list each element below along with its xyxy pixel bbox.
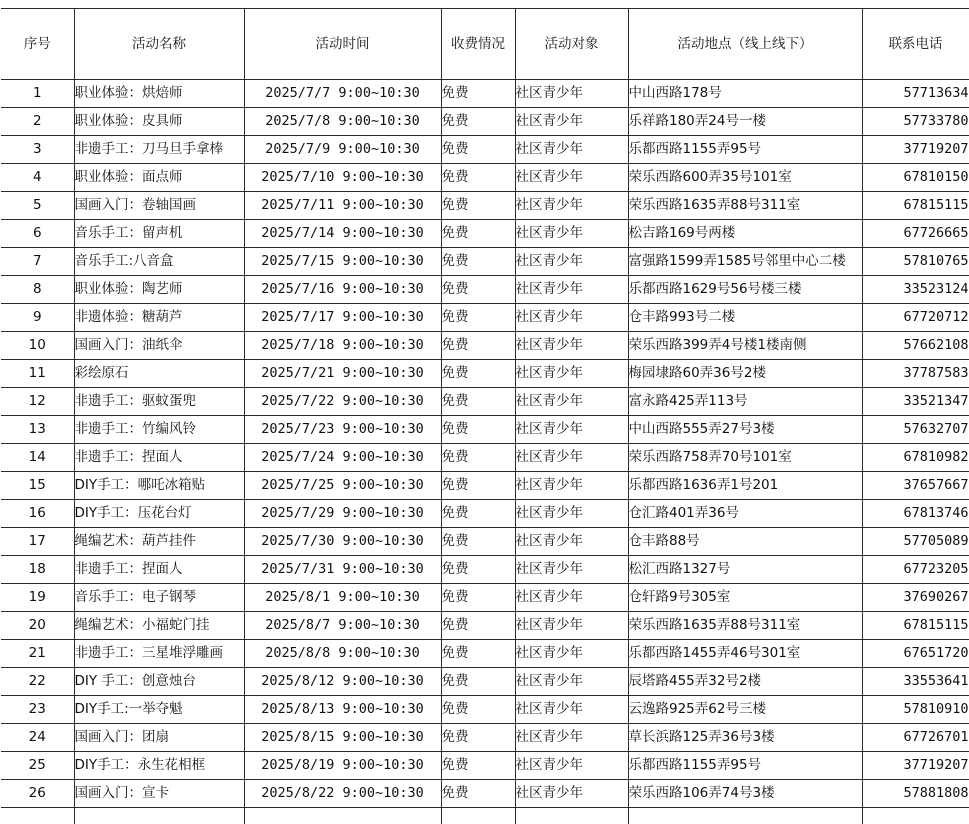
cell-activity-time[interactable]: 2025/7/25 9:00~10:30 bbox=[244, 472, 441, 500]
cell-activity-name[interactable]: DIY手工：压花台灯 bbox=[74, 500, 244, 528]
header-row bbox=[1, 9, 969, 80]
cell-target[interactable]: 社区青少年 bbox=[515, 416, 628, 444]
cell-target[interactable]: 社区青少年 bbox=[515, 136, 628, 164]
cell-activity-time[interactable]: 2025/8/22 9:00~10:30 bbox=[244, 780, 441, 808]
cell-target[interactable]: 社区青少年 bbox=[515, 724, 628, 752]
cell-target[interactable]: 社区青少年 bbox=[515, 584, 628, 612]
table-row bbox=[1, 444, 969, 472]
cell-target[interactable]: 社区青少年 bbox=[515, 192, 628, 220]
cell-fee[interactable]: 免费 bbox=[441, 780, 515, 808]
cell-target[interactable]: 社区青少年 bbox=[515, 332, 628, 360]
cell-no[interactable]: 5 bbox=[1, 192, 74, 220]
table-row bbox=[1, 304, 969, 332]
cell-phone[interactable]: 57705089 bbox=[862, 528, 969, 556]
cell-target[interactable]: 社区青少年 bbox=[515, 612, 628, 640]
table-body bbox=[1, 80, 969, 824]
cell-target[interactable]: 社区青少年 bbox=[515, 472, 628, 500]
cell-phone[interactable]: 57632707 bbox=[862, 416, 969, 444]
cell-place[interactable]: 荣乐西路399弄4号楼1楼南侧 bbox=[628, 332, 862, 360]
cell-activity-time[interactable]: 2025/7/8 9:00~10:30 bbox=[244, 108, 441, 136]
cell-no[interactable]: 12 bbox=[1, 388, 74, 416]
cell-place[interactable]: 荣乐西路600弄35号101室 bbox=[628, 164, 862, 192]
cell-activity-name[interactable]: 音乐手工：留声机 bbox=[74, 220, 244, 248]
table-row bbox=[1, 696, 969, 724]
cell-no[interactable]: 22 bbox=[1, 668, 74, 696]
cell-place[interactable]: 富强路1599弄1585号邻里中心二楼 bbox=[628, 248, 862, 276]
cell-target[interactable]: 社区青少年 bbox=[515, 276, 628, 304]
cell-activity-name[interactable]: 职业体验：面点师 bbox=[74, 164, 244, 192]
cell-fee[interactable]: 免费 bbox=[441, 164, 515, 192]
cell-place[interactable]: 乐都西路1455弄46号301室 bbox=[628, 640, 862, 668]
cell-activity-time[interactable]: 2025/7/30 9:00~10:30 bbox=[244, 528, 441, 556]
cell-fee[interactable]: 免费 bbox=[441, 332, 515, 360]
cell-place[interactable]: 仓汇路401弄36号 bbox=[628, 500, 862, 528]
cell-activity-time[interactable]: 2025/7/15 9:00~10:30 bbox=[244, 248, 441, 276]
cell-fee[interactable]: 免费 bbox=[441, 500, 515, 528]
cell-place[interactable]: 仓丰路88号 bbox=[628, 528, 862, 556]
cell-phone[interactable]: 67726665 bbox=[862, 220, 969, 248]
cell-no[interactable]: 6 bbox=[1, 220, 74, 248]
cell-phone[interactable]: 67726701 bbox=[862, 724, 969, 752]
cell-no[interactable]: 23 bbox=[1, 696, 74, 724]
cell-no[interactable]: 10 bbox=[1, 332, 74, 360]
cell-activity-time[interactable]: 2025/7/9 9:00~10:30 bbox=[244, 136, 441, 164]
table-row bbox=[1, 472, 969, 500]
cell-activity-name[interactable]: 职业体验：皮具师 bbox=[74, 108, 244, 136]
cell-place[interactable]: 富永路425弄113号 bbox=[628, 388, 862, 416]
cell-fee[interactable]: 免费 bbox=[441, 444, 515, 472]
cell-phone[interactable]: 37690267 bbox=[862, 584, 969, 612]
header-place[interactable]: 活动地点（线上线下） bbox=[628, 9, 862, 80]
cell-activity-time[interactable]: 2025/8/1 9:00~10:30 bbox=[244, 584, 441, 612]
cell-activity-time[interactable]: 2025/7/7 9:00~10:30 bbox=[244, 80, 441, 108]
cell-target[interactable]: 社区青少年 bbox=[515, 500, 628, 528]
cell-activity-time[interactable]: 2025/7/10 9:00~10:30 bbox=[244, 164, 441, 192]
cell-fee[interactable]: 免费 bbox=[441, 584, 515, 612]
cell-activity-time[interactable]: 2025/7/23 9:00~10:30 bbox=[244, 416, 441, 444]
cell-phone[interactable]: 57881808 bbox=[862, 780, 969, 808]
cell-activity-name[interactable]: 非遗体验：糖葫芦 bbox=[74, 304, 244, 332]
header-target[interactable]: 活动对象 bbox=[515, 9, 628, 80]
cell-fee[interactable]: 免费 bbox=[441, 80, 515, 108]
cell-place[interactable]: 中山西路555弄27号3楼 bbox=[628, 416, 862, 444]
cell-activity-name[interactable]: 绳编艺术：葫芦挂件 bbox=[74, 528, 244, 556]
cell-activity-name[interactable]: 非遗手工：捏面人 bbox=[74, 444, 244, 472]
cell-fee[interactable]: 免费 bbox=[441, 220, 515, 248]
table-row bbox=[1, 108, 969, 136]
cell-target[interactable]: 社区青少年 bbox=[515, 304, 628, 332]
cell-phone[interactable]: 37719207 bbox=[862, 752, 969, 780]
cell-no[interactable]: 17 bbox=[1, 528, 74, 556]
cell-place[interactable]: 荣乐西路1635弄88号311室 bbox=[628, 192, 862, 220]
cell-fee[interactable]: 免费 bbox=[441, 304, 515, 332]
header-fee[interactable]: 收费情况 bbox=[441, 9, 515, 80]
cell-place[interactable]: 荣乐西路106弄74号3楼 bbox=[628, 780, 862, 808]
cell-activity-name[interactable]: 非遗手工：三星堆浮雕画 bbox=[74, 640, 244, 668]
cell-no[interactable]: 24 bbox=[1, 724, 74, 752]
cell-place[interactable]: 辰塔路455弄32号2楼 bbox=[628, 668, 862, 696]
cell-fee[interactable]: 免费 bbox=[441, 416, 515, 444]
cell-fee[interactable]: 免费 bbox=[441, 108, 515, 136]
table-row bbox=[1, 220, 969, 248]
cell-place[interactable]: 云逸路925弄62号三楼 bbox=[628, 696, 862, 724]
table-row bbox=[1, 248, 969, 276]
table-row bbox=[1, 388, 969, 416]
cell-phone[interactable]: 37719207 bbox=[862, 136, 969, 164]
cell-no[interactable]: 8 bbox=[1, 276, 74, 304]
cell-target[interactable]: 社区青少年 bbox=[515, 248, 628, 276]
cell-fee[interactable]: 免费 bbox=[441, 360, 515, 388]
cell-target[interactable]: 社区青少年 bbox=[515, 360, 628, 388]
cell-target[interactable]: 社区青少年 bbox=[515, 388, 628, 416]
header-phone[interactable]: 联系电话 bbox=[862, 9, 969, 80]
cell-phone[interactable]: 67815115 bbox=[862, 612, 969, 640]
cell-activity-name[interactable]: 音乐手工：电子钢琴 bbox=[74, 584, 244, 612]
cell-activity-time[interactable]: 2025/8/8 9:00~10:30 bbox=[244, 640, 441, 668]
cell-fee[interactable]: 免费 bbox=[441, 752, 515, 780]
cell-activity-name[interactable]: 绳编艺术：小福蛇门挂 bbox=[74, 612, 244, 640]
cell-fee[interactable]: 免费 bbox=[441, 668, 515, 696]
cell-phone[interactable]: 57713634 bbox=[862, 80, 969, 108]
cell-no[interactable]: 25 bbox=[1, 752, 74, 780]
table-row bbox=[1, 360, 969, 388]
cell-activity-name[interactable]: 国画入门：宣卡 bbox=[74, 780, 244, 808]
cell-target[interactable]: 社区青少年 bbox=[515, 668, 628, 696]
table-row bbox=[1, 724, 969, 752]
table-row bbox=[1, 780, 969, 808]
header-name[interactable]: 活动名称 bbox=[74, 9, 244, 80]
table-row bbox=[1, 528, 969, 556]
cell-target[interactable]: 社区青少年 bbox=[515, 780, 628, 808]
cell-activity-time[interactable]: 2025/7/29 9:00~10:30 bbox=[244, 500, 441, 528]
cell-target[interactable]: 社区青少年 bbox=[515, 164, 628, 192]
table-row bbox=[1, 752, 969, 780]
cell-phone[interactable]: 57662108 bbox=[862, 332, 969, 360]
cell-activity-name[interactable]: 国画入门：团扇 bbox=[74, 724, 244, 752]
cell-target[interactable]: 社区青少年 bbox=[515, 220, 628, 248]
cell-activity-time[interactable]: 2025/7/16 9:00~10:30 bbox=[244, 276, 441, 304]
table-row bbox=[1, 136, 969, 164]
table-row bbox=[1, 80, 969, 108]
cell-no[interactable]: 20 bbox=[1, 612, 74, 640]
cell-place[interactable]: 梅园埭路60弄36号2楼 bbox=[628, 360, 862, 388]
cell-phone[interactable]: 67813746 bbox=[862, 500, 969, 528]
activity-table bbox=[1, 8, 969, 824]
cell-activity-time[interactable]: 2025/7/11 9:00~10:30 bbox=[244, 192, 441, 220]
cell-activity-time[interactable]: 2025/7/24 9:00~10:30 bbox=[244, 444, 441, 472]
cell-activity-name[interactable]: DIY 手工：创意烛台 bbox=[74, 668, 244, 696]
table-row bbox=[1, 640, 969, 668]
cell-place[interactable]: 仓轩路9号305室 bbox=[628, 584, 862, 612]
cell-place[interactable]: 乐祥路180弄24号一楼 bbox=[628, 108, 862, 136]
cell-phone[interactable]: 37657667 bbox=[862, 472, 969, 500]
cell-activity-time[interactable]: 2025/8/15 9:00~10:30 bbox=[244, 724, 441, 752]
cell-fee[interactable]: 免费 bbox=[441, 556, 515, 584]
table-row bbox=[1, 416, 969, 444]
cell-no[interactable]: 2 bbox=[1, 108, 74, 136]
table-row bbox=[1, 612, 969, 640]
cell-activity-time[interactable]: 2025/8/13 9:00~10:30 bbox=[244, 696, 441, 724]
cell-no[interactable]: 1 bbox=[1, 80, 74, 108]
cell-place[interactable]: 草长浜路125弄36号3楼 bbox=[628, 724, 862, 752]
cell-fee[interactable]: 免费 bbox=[441, 276, 515, 304]
cell-activity-time[interactable]: 2025/8/7 9:00~10:30 bbox=[244, 612, 441, 640]
table-row bbox=[1, 500, 969, 528]
cell-fee[interactable]: 免费 bbox=[441, 192, 515, 220]
cell-target[interactable]: 社区青少年 bbox=[515, 556, 628, 584]
cell-place[interactable]: 乐都西路1629号56号楼三楼 bbox=[628, 276, 862, 304]
cell-fee[interactable]: 免费 bbox=[441, 248, 515, 276]
cell-activity-name[interactable]: 职业体验：烘焙师 bbox=[74, 80, 244, 108]
header-time[interactable]: 活动时间 bbox=[244, 9, 441, 80]
cell-activity-time[interactable]: 2025/7/14 9:00~10:30 bbox=[244, 220, 441, 248]
cell-phone[interactable]: 57733780 bbox=[862, 108, 969, 136]
cell-phone[interactable]: 67723205 bbox=[862, 556, 969, 584]
cell-no[interactable]: 7 bbox=[1, 248, 74, 276]
table-row bbox=[1, 668, 969, 696]
cell-activity-name[interactable]: DIY手工：哪吒冰箱贴 bbox=[74, 472, 244, 500]
cell-activity-time[interactable]: 2025/7/18 9:00~10:30 bbox=[244, 332, 441, 360]
cell-no[interactable]: 11 bbox=[1, 360, 74, 388]
cell-place[interactable]: 乐都西路1155弄95号 bbox=[628, 136, 862, 164]
cell-target[interactable]: 社区青少年 bbox=[515, 444, 628, 472]
table-row bbox=[1, 276, 969, 304]
cell-place[interactable]: 荣乐西路758弄70号101室 bbox=[628, 444, 862, 472]
cell-target[interactable]: 社区青少年 bbox=[515, 696, 628, 724]
table-row bbox=[1, 584, 969, 612]
table-row bbox=[1, 164, 969, 192]
cell-no[interactable]: 15 bbox=[1, 472, 74, 500]
cell-place[interactable]: 荣乐西路1635弄88号311室 bbox=[628, 612, 862, 640]
cell-target[interactable]: 社区青少年 bbox=[515, 640, 628, 668]
cell-phone[interactable]: 67815115 bbox=[862, 192, 969, 220]
cell-no[interactable]: 13 bbox=[1, 416, 74, 444]
cell-activity-name[interactable]: 国画入门：卷轴国画 bbox=[74, 192, 244, 220]
cell-no[interactable]: 9 bbox=[1, 304, 74, 332]
cell-activity-name[interactable]: 彩绘原石 bbox=[74, 360, 244, 388]
cell-fee[interactable]: 免费 bbox=[441, 696, 515, 724]
cell-place[interactable]: 乐都西路1155弄95号 bbox=[628, 752, 862, 780]
cell-phone[interactable]: 67651720 bbox=[862, 640, 969, 668]
cell-activity-name[interactable]: 非遗手工：竹编风铃 bbox=[74, 416, 244, 444]
cell-no[interactable]: 3 bbox=[1, 136, 74, 164]
cell-phone[interactable]: 67810150 bbox=[862, 164, 969, 192]
cell-activity-time[interactable]: 2025/8/19 9:00~10:30 bbox=[244, 752, 441, 780]
cell-place[interactable]: 仓丰路993号二楼 bbox=[628, 304, 862, 332]
cell-no[interactable]: 18 bbox=[1, 556, 74, 584]
table-row bbox=[1, 556, 969, 584]
cell-activity-name[interactable]: 音乐手工:八音盒 bbox=[74, 248, 244, 276]
cell-place[interactable]: 松吉路169号两楼 bbox=[628, 220, 862, 248]
cell-no[interactable]: 14 bbox=[1, 444, 74, 472]
cell-phone[interactable]: 33553641 bbox=[862, 668, 969, 696]
cell-activity-time[interactable]: 2025/8/12 9:00~10:30 bbox=[244, 668, 441, 696]
cell-activity-name[interactable]: 非遗手工：捏面人 bbox=[74, 556, 244, 584]
header-no[interactable]: 序号 bbox=[1, 9, 74, 80]
table-row bbox=[1, 332, 969, 360]
cell-place[interactable]: 中山西路178号 bbox=[628, 80, 862, 108]
cell-activity-name[interactable]: DIY手工：永生花相框 bbox=[74, 752, 244, 780]
cell-activity-time[interactable]: 2025/7/17 9:00~10:30 bbox=[244, 304, 441, 332]
cell-fee[interactable]: 免费 bbox=[441, 612, 515, 640]
cell-phone[interactable]: 33523124 bbox=[862, 276, 969, 304]
cell-phone[interactable]: 33521347 bbox=[862, 388, 969, 416]
cell-no[interactable]: 26 bbox=[1, 780, 74, 808]
cell-activity-name[interactable]: 职业体验：陶艺师 bbox=[74, 276, 244, 304]
cell-no[interactable]: 4 bbox=[1, 164, 74, 192]
cell-activity-time[interactable]: 2025/7/21 9:00~10:30 bbox=[244, 360, 441, 388]
cell-no[interactable]: 16 bbox=[1, 500, 74, 528]
cell-no[interactable]: 19 bbox=[1, 584, 74, 612]
cell-target[interactable]: 社区青少年 bbox=[515, 80, 628, 108]
cell-phone[interactable]: 37787583 bbox=[862, 360, 969, 388]
cell-fee[interactable]: 免费 bbox=[441, 528, 515, 556]
cell-fee[interactable]: 免费 bbox=[441, 388, 515, 416]
table-row bbox=[1, 192, 969, 220]
cell-phone[interactable]: 57810765 bbox=[862, 248, 969, 276]
cell-fee[interactable]: 免费 bbox=[441, 472, 515, 500]
cell-phone[interactable]: 67810982 bbox=[862, 444, 969, 472]
cell-fee[interactable]: 免费 bbox=[441, 136, 515, 164]
cell-activity-name[interactable]: DIY手工:一举夺魁 bbox=[74, 696, 244, 724]
cell-target[interactable]: 社区青少年 bbox=[515, 752, 628, 780]
cell-fee[interactable]: 免费 bbox=[441, 640, 515, 668]
cell-activity-name[interactable]: 非遗手工：驱蚊蛋兜 bbox=[74, 388, 244, 416]
cell-place[interactable]: 松汇西路1327号 bbox=[628, 556, 862, 584]
cell-activity-time[interactable]: 2025/7/31 9:00~10:30 bbox=[244, 556, 441, 584]
cell-activity-name[interactable]: 非遗手工：刀马旦手拿棒 bbox=[74, 136, 244, 164]
cell-activity-time[interactable]: 2025/7/22 9:00~10:30 bbox=[244, 388, 441, 416]
cell-no[interactable]: 21 bbox=[1, 640, 74, 668]
cell-activity-name[interactable]: 国画入门：油纸伞 bbox=[74, 332, 244, 360]
cell-target[interactable]: 社区青少年 bbox=[515, 108, 628, 136]
cell-place[interactable]: 乐都西路1636弄1号201 bbox=[628, 472, 862, 500]
cell-target[interactable]: 社区青少年 bbox=[515, 528, 628, 556]
cell-fee[interactable]: 免费 bbox=[441, 724, 515, 752]
cell-phone[interactable]: 57810910 bbox=[862, 696, 969, 724]
cell-phone[interactable]: 67720712 bbox=[862, 304, 969, 332]
